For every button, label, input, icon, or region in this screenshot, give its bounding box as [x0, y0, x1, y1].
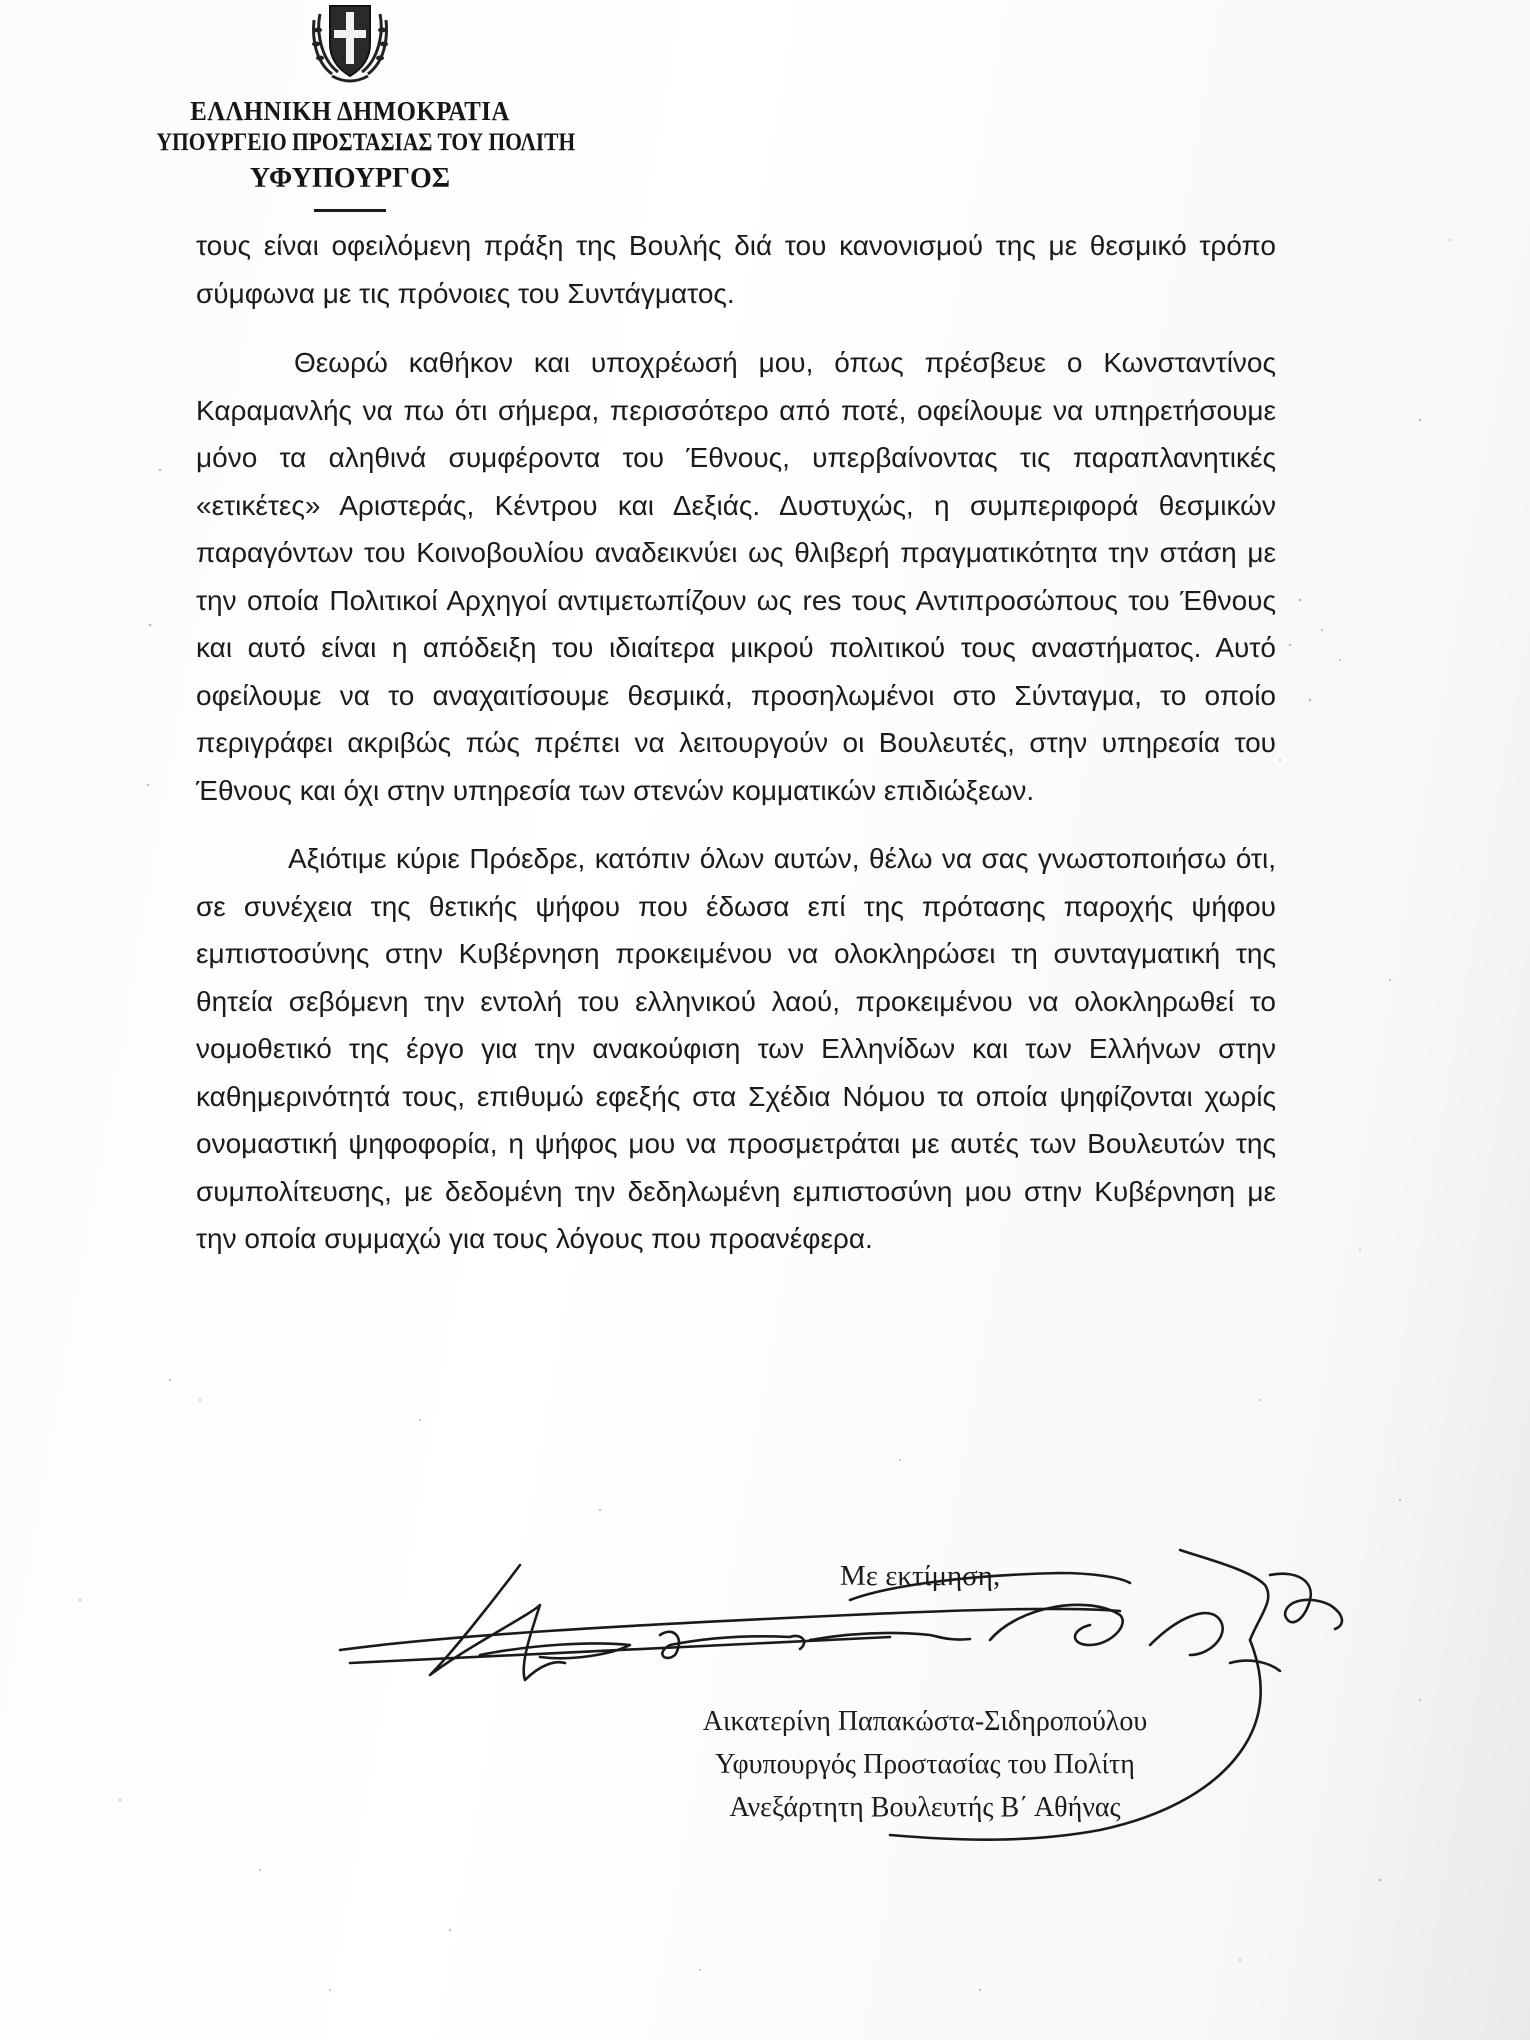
letterhead-republic: ΕΛΛΗΝΙΚΗ ΔΗΜΟΚΡΑΤΙΑ	[190, 96, 510, 126]
letter-body	[196, 222, 1276, 1263]
letterhead-divider	[314, 209, 386, 212]
greek-coat-of-arms-icon	[302, 0, 398, 90]
letterhead-position: ΥΦΥΠΟΥΡΓΟΣ	[249, 163, 451, 194]
signatory-title: Υφυπουργός Προστασίας του Πολίτη	[715, 1749, 1135, 1780]
signatory-name: Αικατερίνη Παπακώστα-Σιδηροπούλου	[702, 1706, 1148, 1737]
signatory-role: Ανεξάρτητη Βουλευτής Β΄ Αθήνας	[729, 1792, 1121, 1823]
letterhead	[125, 0, 575, 212]
paragraph-3: Αξιότιμε κύριε Πρόεδρε, κατόπιν όλων αυτών, θέλω να σας γνωστοποιήσω ότι, σε συνέχεια της θετικής ψήφου που έδωσα επί της πρότασης παροχής ψήφου εμπιστοσύνης στην Κυβέρνηση προκειμένου να ολοκληρώσει τη συνταγματική της θητεία σεβόμενη την εντολή του ελληνικού λαού, προκειμένου να ολοκληρωθεί το νομοθετικό της έργο για την ανακούφιση των Ελληνίδων και των Ελλήνων στην καθημερινότητά τους, επιθυμώ εφεξής στα Σχέδια Νόμου τα οποία ψηφίζονται χωρίς ονομαστική ψηφοφορία, η ψήφος μου να προσμετράται με αυτές των Βουλευτών της συμπολίτευσης, με δεδομένη την δεδηλωμένη εμπιστοσύνη μου στην Κυβέρνηση με την οποία συμμαχώ για τους λόγους που προανέφερα.	[196, 843, 1276, 1254]
signature-block	[640, 1700, 1210, 1829]
paragraph-1: τους είναι οφειλόμενη πράξη της Βουλής διά του κανονισμού της με θεσμικό τρόπο σύμφωνα με τις πρόνοιες του Συντάγματος.	[196, 230, 1276, 309]
closing-salutation: Με εκτίμηση,	[840, 1560, 1001, 1592]
paragraph-2: Θεωρώ καθήκον και υποχρέωσή μου, όπως πρέσβευε ο Κωνσταντίνος Καραμανλής να πω ότι σήμερα, περισσότερο από ποτέ, οφείλουμε να υπηρετήσουμε μόνο τα αληθινά συμφέροντα του Έθνους, υπερβαίνοντας τις παραπλανητικές «ετικέτες» Αριστεράς, Κέντρου και Δεξιάς. Δυστυχώς, η συμπεριφορά θεσμικών παραγόντων του Κοινοβουλίου αναδεικνύει ως θλιβερή πραγματικότητα την στάση με την οποία Πολιτικοί Αρχηγοί αντιμετωπίζουν ως res τους Αντιπροσώπους του Έθνους και αυτό είναι η απόδειξη του ιδιαίτερα μικρού πολιτικού τους αναστήματος. Αυτό οφείλουμε να το αναχαιτίσουμε θεσμικά, προσηλωμένοι στο Σύνταγμα, το οποίο περιγράφει ακριβώς πώς πρέπει να λειτουργούν οι Βουλευτές, στην υπηρεσία του Έθνους και όχι στην υπηρεσία των στενών κομματικών επιδιώξεων.	[196, 347, 1276, 806]
letterhead-ministry: ΥΠΟΥΡΓΕΙΟ ΠΡΟΣΤΑΣΙΑΣ ΤΟΥ ΠΟΛΙΤΗ	[156, 129, 576, 156]
